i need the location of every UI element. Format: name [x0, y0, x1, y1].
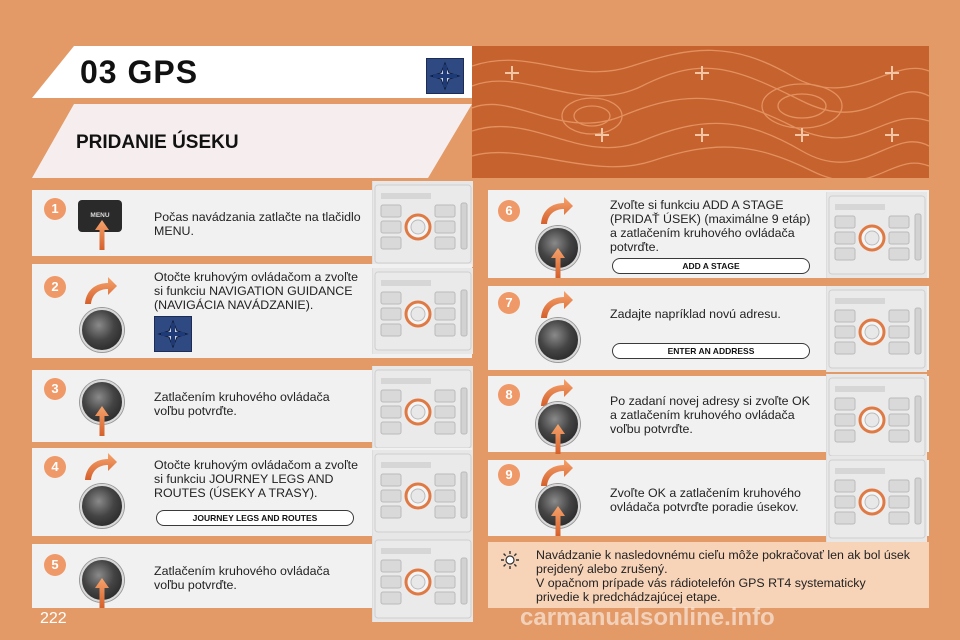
step-number-badge: 9 [498, 464, 520, 486]
press-arrow-icon [551, 248, 565, 278]
step-text: Po zadaní novej adresy si zvoľte OK a zatlačením kruhového ovládača voľbu potvrďte. [610, 394, 810, 436]
step-number-badge: 8 [498, 384, 520, 406]
radio-unit-icon [826, 286, 927, 372]
tip-text: Navádzanie k nasledovnému cieľu môže pokračovať len ak bol úsek prejdený alebo zrušený. V opačnom prípade vás rádiotelefón GPS RT4 systematicky privedie k predchádzajúcej etape. [536, 548, 910, 604]
press-arrow-icon [551, 506, 565, 536]
menu-button-label: MENU [90, 212, 110, 219]
step-text: Otočte kruhovým ovládačom a zvoľte si funkciu JOURNEY LEGS AND ROUTES (ÚSEKY A TRASY). [154, 458, 359, 500]
step-number-badge: 6 [498, 200, 520, 222]
radio-unit-icon [826, 374, 927, 460]
step-number-badge: 5 [44, 554, 66, 576]
radio-unit-icon [826, 192, 927, 278]
press-arrow-icon [95, 406, 109, 436]
radio-unit-icon [372, 268, 473, 354]
rotate-arrow-icon [82, 276, 118, 306]
topographic-map-image [472, 46, 929, 178]
step-number-badge: 3 [44, 378, 66, 400]
page-number: 222 [40, 610, 67, 627]
press-arrow-icon [551, 424, 565, 454]
step-text: Zvoľte si funkciu ADD A STAGE (PRIDAŤ ÚSEK) (maximálne 9 etáp) a zatlačením kruhového ovládača potvrďte. [610, 198, 811, 254]
step-text: Zatlačením kruhového ovládača voľbu potvrďte. [154, 390, 330, 418]
radio-unit-icon [372, 450, 473, 536]
gps-icon [426, 58, 464, 94]
press-arrow-icon [95, 578, 109, 608]
control-knob-icon [80, 484, 124, 528]
step-text: Zvoľte OK a zatlačením kruhového ovládača potvrďte poradie úsekov. [610, 486, 801, 514]
radio-unit-icon [372, 536, 473, 622]
step-number-badge: 2 [44, 276, 66, 298]
radio-unit-icon [826, 456, 927, 542]
step-number-badge: 4 [44, 456, 66, 478]
step-text: Otočte kruhovým ovládačom a zvoľte si funkciu NAVIGATION GUIDANCE (NAVIGÁCIA NAVÁDZANIE). [154, 270, 359, 312]
step-number-badge: 1 [44, 198, 66, 220]
radio-unit-icon [372, 181, 473, 267]
menu-option-label: JOURNEY LEGS AND ROUTES [156, 510, 354, 526]
control-knob-icon [536, 318, 580, 362]
step-number-badge: 7 [498, 292, 520, 314]
watermark: carmanualsonline.info [520, 604, 775, 631]
sun-tip-icon [500, 550, 520, 570]
menu-option-label: ADD A STAGE [612, 258, 810, 274]
rotate-arrow-icon [538, 196, 574, 226]
radio-unit-icon [372, 366, 473, 452]
step-text: Zadajte napríklad novú adresu. [610, 307, 781, 321]
section-title: 03 GPS [80, 54, 199, 90]
step-text: Počas navádzania zatlačte na tlačidlo MENU. [154, 210, 361, 238]
gps-icon [154, 316, 192, 352]
page-title: PRIDANIE ÚSEKU [76, 132, 239, 153]
step-text: Zatlačením kruhového ovládača voľbu potvrďte. [154, 564, 330, 592]
rotate-arrow-icon [82, 452, 118, 482]
menu-option-label: ENTER AN ADDRESS [612, 343, 810, 359]
control-knob-icon [80, 308, 124, 352]
press-arrow-icon [95, 220, 109, 250]
rotate-arrow-icon [538, 290, 574, 320]
